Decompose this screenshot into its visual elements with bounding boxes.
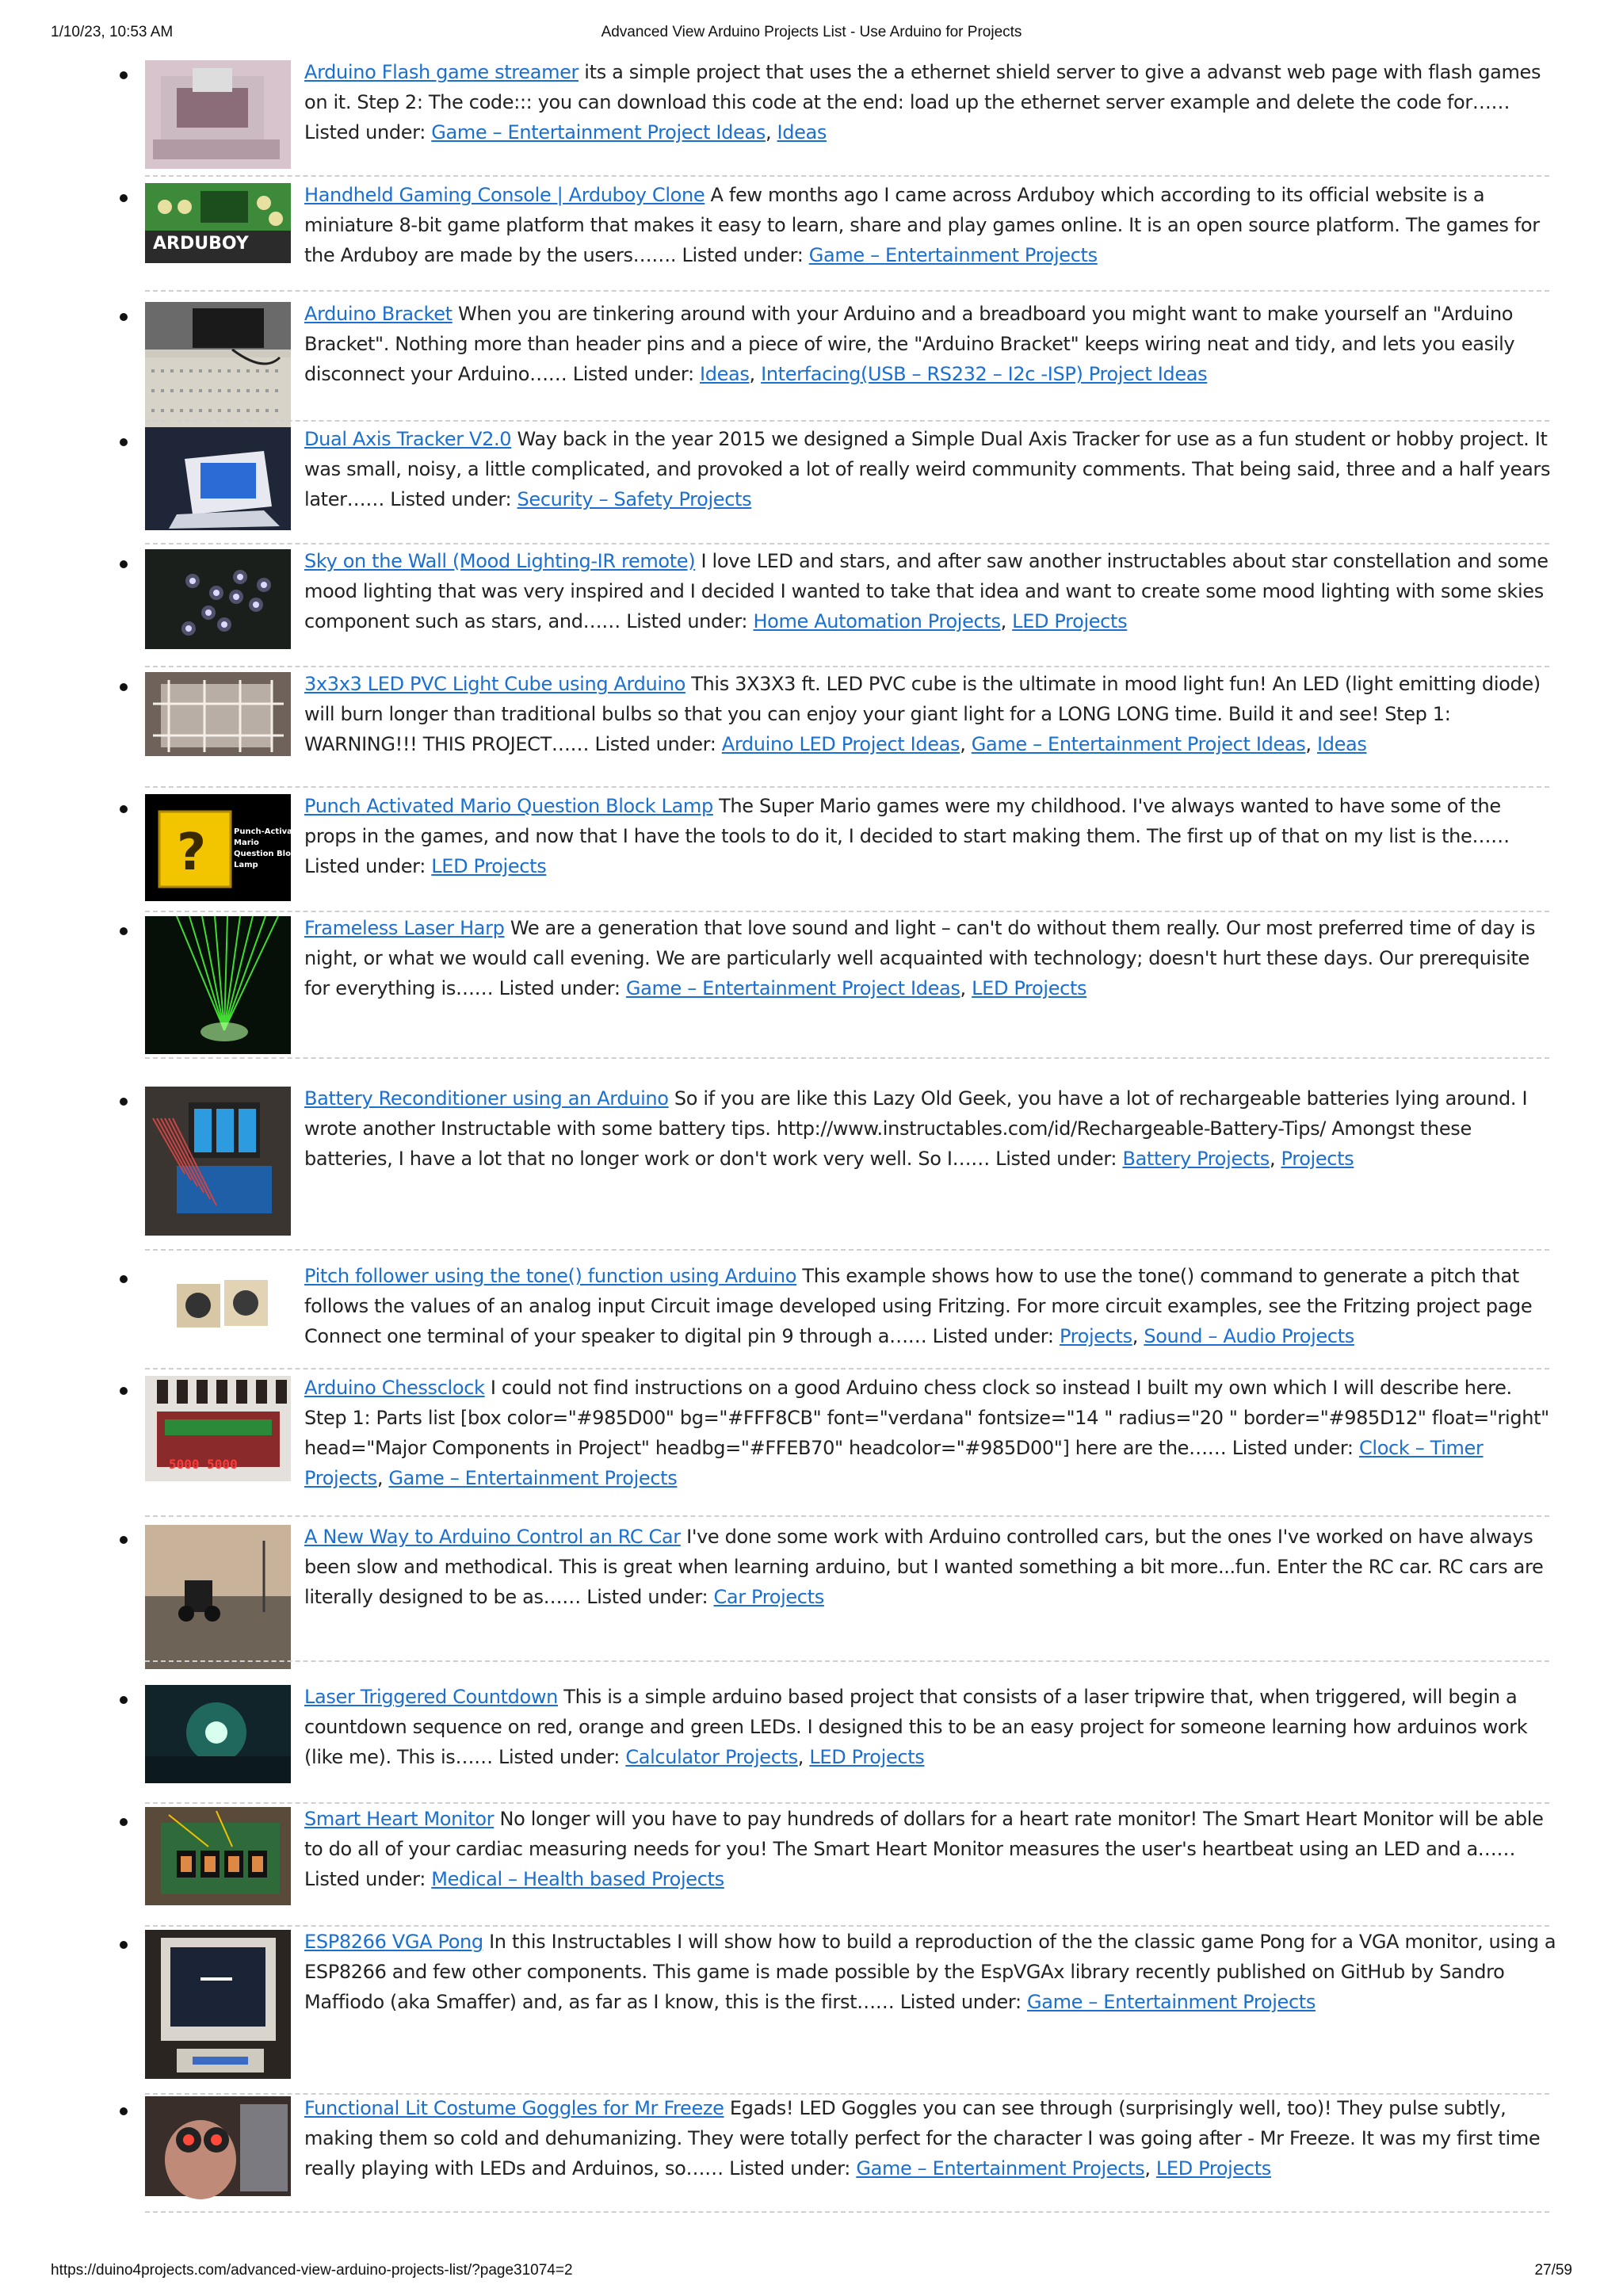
project-description: This example shows how to use the tone() command to generate a pitch that follows the values of an analog input Circuit image developed using Fritzing. For more circuit examples, see the Fritzing project page Connect one terminal of your speaker to digital pin 9 through a……: [304, 1265, 1533, 1347]
project-title-link[interactable]: Arduino Chessclock: [304, 1377, 485, 1399]
listed-under-label: Listed under:: [498, 1746, 621, 1768]
list-bullet: [120, 1818, 128, 1826]
category-link[interactable]: Ideas: [699, 363, 750, 385]
project-entry: 3x3x3 LED PVC Light Cube using Arduino This 3X3X3 ft. LED PVC cube is the ultimate in mood light fun! An LED (light emitting diode) will burn longer than traditional bulbs so that you can enjoy your giant light for a LONG LONG time. Build it and see! Step 1: WARNING!!! THIS PROJECT…… Listed under: Arduino LED Project Ideas, Game – Entertainment Project Ideas, Ideas: [304, 673, 1541, 755]
list-item: [0, 549, 1623, 669]
category-link[interactable]: Medical – Health based Projects: [431, 1868, 724, 1890]
project-title-link[interactable]: 3x3x3 LED PVC Light Cube using Arduino: [304, 673, 685, 695]
heart-monitor-photo[interactable]: [145, 1807, 291, 1905]
project-description: This 3X3X3 ft. LED PVC cube is the ultimate in mood light fun! An LED (light emitting diode) will burn longer than traditional bulbs so that you can enjoy your giant light for a LONG LONG time. Build it and see! Step 1: WARNING!!! THIS PROJECT……: [304, 673, 1541, 755]
category-link[interactable]: Game – Entertainment Project Ideas: [431, 121, 766, 143]
listed-under-label: Listed under:: [995, 1148, 1117, 1170]
project-description: This is a simple arduino based project that consists of a laser tripwire that, when triggered, will begin a countdown sequence on red, orange and green LEDs. I designed this to be an easy project for someone learning how arduinos work (like me). This is……: [304, 1686, 1528, 1768]
list-bullet: [120, 1387, 128, 1395]
list-item: [0, 1807, 1623, 1928]
listed-under-label: Listed under:: [729, 2157, 851, 2179]
category-link[interactable]: Security – Safety Projects: [517, 488, 752, 510]
list-item: [0, 60, 1623, 178]
item-separator: [145, 543, 1549, 544]
print-footer: [51, 2262, 1572, 2286]
list-bullet: [120, 194, 128, 202]
svg-text:Lamp: Lamp: [234, 861, 258, 869]
list-item: [0, 672, 1623, 789]
item-separator: [145, 1249, 1549, 1251]
list-item: [0, 1525, 1623, 1664]
item-separator: [145, 1057, 1549, 1059]
item-separator: [145, 2211, 1549, 2213]
project-title-link[interactable]: Handheld Gaming Console | Arduboy Clone: [304, 184, 705, 206]
category-link[interactable]: Game – Entertainment Projects: [856, 2157, 1145, 2179]
item-separator: [145, 1515, 1549, 1517]
list-bullet: [120, 805, 128, 813]
category-link[interactable]: Projects: [1059, 1325, 1132, 1347]
list-bullet: [120, 1536, 128, 1544]
category-link[interactable]: Game – Entertainment Projects: [388, 1467, 678, 1489]
project-entry: Battery Reconditioner using an Arduino So if you are like this Lazy Old Geek, you have a lot of rechargeable batteries lying around. I wrote another Instructable with some battery tips. http://www.instructables.com/id/Rechargeable-Battery-Tips/ Amongst these batteries, I have a lot that no longer work or don't work very well. So I…… Listed under: Battery Projects, Projects: [304, 1087, 1528, 1170]
item-separator: [145, 786, 1549, 788]
tracker-photo[interactable]: [145, 427, 291, 530]
project-description: In this Instructables I will show how to build a reproduction of the the classic game Pong for a VGA monitor, using a ESP8266 and few other components. This game is made possible by the EspVGAx library recently published on GitHub by Sandro Maffiodo (aka Smaffer) and, as far as I know, this is the first……: [304, 1931, 1556, 2013]
project-title-link[interactable]: Sky on the Wall (Mood Lighting-IR remote): [304, 550, 696, 572]
project-title-link[interactable]: Functional Lit Costume Goggles for Mr Freeze: [304, 2097, 724, 2119]
list-item: [0, 1685, 1623, 1805]
category-link[interactable]: Game – Entertainment Projects: [808, 244, 1098, 266]
category-link[interactable]: Projects: [1281, 1148, 1354, 1170]
list-item: [0, 427, 1623, 546]
svg-text:Mario: Mario: [234, 839, 259, 847]
project-description: its a simple project that uses the a ethernet shield server to give a advanst web page with flash games on it. Step 2: The code::: you can download this code at the end: load up the ethernet server example and delete the code for……: [304, 61, 1541, 113]
list-bullet: [120, 71, 128, 79]
project-description: We are a generation that love sound and light – can't do without them really. Our most preferred time of day is night, or what we would call evening. We are particularly well acquainted with technology; doesn't hurt these days. Our prerequisite for everything is……: [304, 917, 1536, 999]
goggles-costume-photo[interactable]: [145, 2096, 291, 2196]
listed-under-label: Listed under:: [498, 977, 621, 999]
page-number: 27/59: [1534, 2262, 1572, 2279]
listed-under-label: Listed under:: [304, 1868, 426, 1890]
category-link[interactable]: LED Projects: [809, 1746, 925, 1768]
pvc-cube-photo[interactable]: [145, 672, 291, 756]
list-bullet: [120, 560, 128, 568]
item-separator: [145, 175, 1549, 177]
item-separator: [145, 1368, 1549, 1370]
list-bullet: [120, 1941, 128, 1949]
category-link[interactable]: Sound – Audio Projects: [1144, 1325, 1354, 1347]
category-link[interactable]: Game – Entertainment Projects: [1027, 1991, 1316, 2013]
project-description: No longer will you have to pay hundreds of dollars for a heart rate monitor! The Smart Heart Monitor will be able to do all of your cardiac measuring needs for you! The Smart Heart Monitor measures the user's heartbeat using an LED and a……: [304, 1808, 1544, 1860]
listed-under-label: Listed under:: [899, 1991, 1022, 2013]
project-title-link[interactable]: Smart Heart Monitor: [304, 1808, 495, 1830]
list-item: [0, 2096, 1623, 2214]
category-link[interactable]: Ideas: [777, 121, 827, 143]
listed-under-label: Listed under:: [572, 363, 694, 385]
ethernet-shield-photo[interactable]: [145, 60, 291, 169]
project-entry: Arduino Chessclock I could not find instructions on a good Arduino chess clock so instead I built my own which I will describe here. Step 1: Parts list [box color="#985D00" bg="#FFF8CB" font="verdana" fontsize="14 " radius="20 " border="#985D12" float="right" head="Major Components in Project" headbg="#FFEB70" headcolor="#985D00"] here are the…… Listed under: Clock – Timer Projects, Game – Entertainment Projects: [304, 1377, 1549, 1489]
list-bullet: [120, 2107, 128, 2115]
rc-car-photo[interactable]: [145, 1525, 291, 1669]
green-led-photo[interactable]: [145, 1685, 291, 1783]
list-bullet: [120, 438, 128, 446]
page-url: https://duino4projects.com/advanced-view-arduino-projects-list/?page31074=2: [51, 2262, 573, 2279]
listed-under-label: Listed under:: [304, 121, 426, 143]
list-item: [0, 1264, 1623, 1371]
list-bullet: [120, 1275, 128, 1283]
listed-under-label: Listed under:: [390, 488, 512, 510]
project-title-link[interactable]: Dual Axis Tracker V2.0: [304, 428, 512, 450]
category-link[interactable]: LED Projects: [972, 977, 1087, 999]
project-description: The Super Mario games were my childhood. I've always wanted to have some of the props in the games, and now that I have the tools to do it, I decided to start making them. The first up of that on my list is the……: [304, 795, 1510, 847]
project-entry: Functional Lit Costume Goggles for Mr Freeze Egads! LED Goggles you can see through (surprisingly well, too)! They pulse subtly, making them so cold and dehumanizing. They were totally perfect for the character I was going after - Mr Freeze. It was my first time really playing with LEDs and Arduinos, so…… Listed under: Game – Entertainment Projects, LED Projects: [304, 2097, 1541, 2179]
listed-under-label: Listed under:: [932, 1325, 1054, 1347]
item-separator: [145, 1660, 1549, 1662]
project-entry: [304, 1522, 1556, 1612]
item-separator: [145, 290, 1549, 292]
arduboy-label: ARDUBOY: [153, 234, 249, 254]
listed-under-label: Listed under:: [304, 855, 426, 877]
document-title: Advanced View Arduino Projects List - Use Arduino for Projects: [601, 24, 1022, 40]
print-header: [51, 24, 1572, 48]
project-description: A few months ago I came across Arduboy which according to its official website is a miniature 8-bit game platform that makes it easy to learn, share and play games online. It is an open source platform. The games for the Arduboy are made by the users…….: [304, 184, 1540, 266]
vga-monitor-photo[interactable]: [145, 1930, 291, 2079]
laser-harp-photo[interactable]: [145, 916, 291, 1054]
list-bullet: [120, 927, 128, 935]
list-bullet: [120, 683, 128, 691]
category-link[interactable]: Battery Projects: [1122, 1148, 1270, 1170]
list-item: [0, 183, 1623, 293]
project-entry: Arduino Bracket When you are tinkering around with your Arduino and a breadboard you might want to make yourself an "Arduino Bracket". Nothing more than header pins and a piece of wire, the "Arduino Bracket" keeps wiring neat and tidy, and lets you easily disconnect your Arduino…… Listed under: Ideas, Interfacing(USB – RS232 – I2c -ISP) Project Ideas: [304, 303, 1515, 385]
speaker-photo[interactable]: [145, 1264, 291, 1350]
project-title-link[interactable]: Arduino Bracket: [304, 303, 453, 325]
item-separator: [145, 911, 1549, 912]
category-link[interactable]: Interfacing(USB – RS232 – I2c -ISP) Project Ideas: [761, 363, 1208, 385]
mario-label: Punch-Activated: [234, 827, 307, 836]
project-description: So if you are like this Lazy Old Geek, you have a lot of rechargeable batteries lying around. I wrote another Instructable with some battery tips. http://www.instructables.com/id/Rechargeable-Battery-Tips/ Amongst these batteries, I have a lot that no longer work or don't work very well. So I……: [304, 1087, 1528, 1170]
project-title-link[interactable]: Frameless Laser Harp: [304, 917, 505, 939]
breadboard-photo[interactable]: [145, 302, 291, 432]
list-bullet: [120, 313, 128, 321]
item-separator: [145, 420, 1549, 422]
list-item: [0, 302, 1623, 423]
list-bullet: [120, 1696, 128, 1704]
category-link[interactable]: LED Projects: [1155, 2157, 1271, 2179]
listed-under-label: Listed under:: [586, 1586, 708, 1608]
battery-board-photo[interactable]: [145, 1087, 291, 1236]
project-title-link[interactable]: Laser Triggered Countdown: [304, 1686, 558, 1708]
arduboy-board-photo[interactable]: [145, 183, 291, 263]
list-bullet: [120, 1098, 128, 1106]
listed-under-label: Listed under:: [594, 733, 716, 755]
project-entry: Arduino Flash game streamer its a simple project that uses the a ethernet shield server to give a advanst web page with flash games on it. Step 2: The code::: you can download this code at the end: load up the ethernet server example and delete the code for…… Listed under: Game – Entertainment Project Ideas, Ideas: [304, 61, 1541, 143]
category-link[interactable]: Arduino LED Project Ideas: [721, 733, 960, 755]
listed-under-label: Listed under:: [1232, 1437, 1354, 1459]
svg-text:Question Block: Question Block: [234, 850, 301, 858]
category-link[interactable]: Home Automation Projects: [753, 610, 1001, 632]
project-entry: [304, 791, 1556, 881]
project-description: I love LED and stars, and after saw another instructables about star constellation and some mood lighting that was very inspired and I decided I wanted to take that idea and want to create some mood lighting with some skies component such as stars, and……: [304, 550, 1549, 632]
project-entry: [304, 424, 1556, 514]
chessclock-display: 5000 5000: [169, 1457, 238, 1472]
category-link[interactable]: Game – Entertainment Project Ideas: [625, 977, 960, 999]
svg-text:?: ?: [177, 823, 207, 882]
project-entry: Frameless Laser Harp We are a generation that love sound and light – can't do without them really. Our most preferred time of day is night, or what we would call evening. We are particularly well acquainted with technology; doesn't hurt these days. Our prerequisite for everything is…… Listed under: Game – Entertainment Project Ideas, LED Projects: [304, 917, 1536, 999]
project-description: When you are tinkering around with your Arduino and a breadboard you might want to make yourself an "Arduino Bracket". Nothing more than header pins and a piece of wire, the "Arduino Bracket" keeps wiring neat and tidy, and lets you easily disconnect your Arduino……: [304, 303, 1515, 385]
list-item: [0, 1930, 1623, 2096]
list-item: [0, 794, 1623, 914]
project-title-link[interactable]: Battery Reconditioner using an Arduino: [304, 1087, 669, 1110]
list-item: [0, 1376, 1623, 1519]
project-description: I've done some work with Arduino controlled cars, but the ones I've worked on have always been slow and methodical. This is great when learning arduino, but I wanted something a bit more...fun. Enter the RC car. RC cars are literally designed to be as……: [304, 1526, 1544, 1608]
list-item: [0, 1087, 1623, 1252]
category-link[interactable]: Calculator Projects: [625, 1746, 798, 1768]
item-separator: [145, 666, 1549, 667]
mario-block-image[interactable]: [145, 794, 307, 901]
project-title-link[interactable]: A New Way to Arduino Control an RC Car: [304, 1526, 681, 1548]
project-title-link[interactable]: Punch Activated Mario Question Block Lamp: [304, 795, 713, 817]
category-link[interactable]: LED Projects: [431, 855, 547, 877]
project-entry: [304, 1804, 1556, 1894]
listed-under-label: Listed under:: [682, 244, 804, 266]
project-description: I could not find instructions on a good Arduino chess clock so instead I built my own which I will describe here. Step 1: Parts list [box color="#985D00" bg="#FFF8CB" font="verdana" fontsize="14 " radius="20 " border="#985D12" float="right" head="Major Components in Project" headbg="#FFEB70" headcolor="#985D00"] here are the……: [304, 1377, 1549, 1459]
category-link[interactable]: Game – Entertainment Project Ideas: [971, 733, 1306, 755]
project-description: Egads! LED Goggles you can see through (surprisingly well, too)! They pulse subtly, making them so cold and dehumanizing. They were totally perfect for the character I was going after - Mr Freeze. It was my first time really playing with LEDs and Arduinos, so……: [304, 2097, 1541, 2179]
project-title-link[interactable]: Arduino Flash game streamer: [304, 61, 579, 83]
chessclock-photo[interactable]: [145, 1376, 291, 1481]
category-link[interactable]: LED Projects: [1012, 610, 1128, 632]
project-entry: Sky on the Wall (Mood Lighting-IR remote) I love LED and stars, and after saw another instructables about star constellation and some mood lighting that was very inspired and I decided I wanted to take that idea and want to create some mood lighting with some skies component such as stars, and…… Listed under: Home Automation Projects, LED Projects: [304, 550, 1549, 632]
project-title-link[interactable]: Pitch follower using the tone() function using Arduino: [304, 1265, 797, 1287]
project-description: Way back in the year 2015 we designed a Simple Dual Axis Tracker for use as a fun student or hobby project. It was small, noisy, a little complicated, and provoked a lot of really weird community comments. That being said, three and a half years later……: [304, 428, 1551, 510]
project-entry: [304, 1927, 1556, 2017]
listed-under-label: Listed under:: [626, 610, 748, 632]
category-link[interactable]: Ideas: [1316, 733, 1367, 755]
list-item: [0, 916, 1623, 1060]
project-title-link[interactable]: ESP8266 VGA Pong: [304, 1931, 483, 1953]
stars-photo[interactable]: [145, 549, 291, 649]
project-entry: Pitch follower using the tone() function using Arduino This example shows how to use the tone() command to generate a pitch that follows the values of an analog input Circuit image developed using Fritzing. For more circuit examples, see the Fritzing project page Connect one terminal of your speaker to digital pin 9 through a…… Listed under: Projects, Sound – Audio Projects: [304, 1265, 1533, 1347]
category-link[interactable]: Clock – Timer Projects: [304, 1437, 1484, 1489]
category-link[interactable]: Car Projects: [713, 1586, 824, 1608]
project-entry: Laser Triggered Countdown This is a simple arduino based project that consists of a laser tripwire that, when triggered, will begin a countdown sequence on red, orange and green LEDs. I designed this to be an easy project for someone learning how arduinos work (like me). This is…… Listed under: Calculator Projects, LED Projects: [304, 1686, 1528, 1768]
print-date: 1/10/23, 10:53 AM: [51, 24, 174, 40]
project-entry: [304, 180, 1556, 270]
